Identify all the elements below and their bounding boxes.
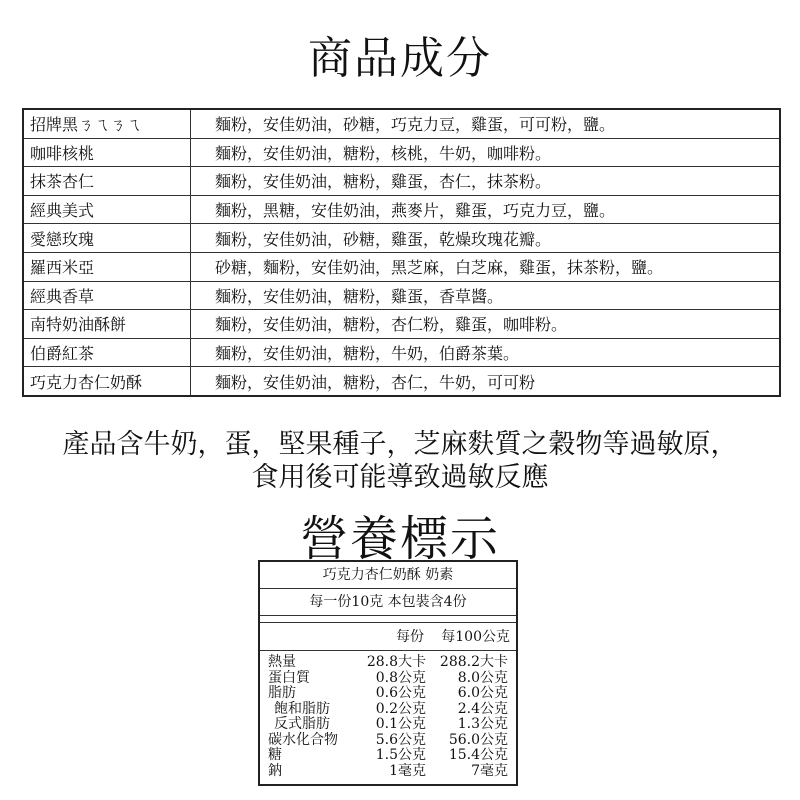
ingredient-product-name: 巧克力杏仁奶酥 [23,367,191,396]
ingredient-row [23,195,780,224]
ingredient-row [23,109,780,138]
nutrient-per-100g: 56.0公克 [448,731,508,748]
ingredient-list: 麵粉，安佳奶油，糖粉，雞蛋，香草醬。 [191,281,781,310]
ingredient-list: 麵粉，安佳奶油，糖粉，杏仁粉，雞蛋，咖啡粉。 [191,310,781,339]
allergen-warning [0,428,800,494]
nutrition-column-header [260,623,516,651]
ingredient-row [23,281,780,310]
ingredients-table [22,108,781,397]
nutrition-product-name: 巧克力杏仁奶酥 奶素 [260,562,516,589]
ingredient-product-name: 招牌黑ㄋㄟㄋㄟ [23,109,191,138]
nutrition-facts-table [258,560,518,786]
page-title: 商品成分 [308,33,492,84]
nutrient-per-serving: 0.8公克 [375,669,426,686]
ingredient-list: 麵粉，黑糖，安佳奶油，燕麥片，雞蛋，巧克力豆，鹽。 [191,195,781,224]
ingredient-row [23,367,780,396]
nutrient-per-100g: 2.4公克 [457,700,508,717]
nutrient-per-serving: 1.5公克 [375,747,426,763]
nutrition-row [260,702,516,718]
ingredient-product-name: 經典香草 [23,281,191,310]
nutrient-name: 脂肪 [268,685,296,701]
nutrition-row [260,655,516,671]
ingredient-row [23,252,780,281]
ingredient-product-name: 咖啡核桃 [23,138,191,167]
ingredient-list: 砂糖，麵粉，安佳奶油，黑芝麻，白芝麻，雞蛋，抹茶粉，鹽。 [191,252,781,281]
nutrient-per-100g: 7毫克 [471,762,508,779]
nutrient-per-100g: 6.0公克 [457,685,508,701]
nutrient-per-serving: 28.8大卡 [366,654,426,670]
ingredient-product-name: 愛戀玫瑰 [23,224,191,253]
nutrient-name: 鈉 [268,762,282,779]
ingredient-product-name: 南特奶油酥餅 [23,310,191,339]
nutrient-per-serving: 1毫克 [389,762,426,779]
ingredient-row [23,310,780,339]
nutrition-row [260,686,516,702]
allergen-warning-line1: 產品含牛奶，蛋，堅果種子，芝麻麩質之穀物等過敏原， [62,429,738,460]
nutrient-name: 糖 [268,747,282,763]
ingredient-list: 麵粉，安佳奶油，砂糖，雞蛋，乾燥玫瑰花瓣。 [191,224,781,253]
ingredient-row [23,138,780,167]
ingredient-list: 麵粉，安佳奶油，糖粉，核桃，牛奶，咖啡粉。 [191,138,781,167]
nutrition-row [260,733,516,749]
nutrient-per-100g: 1.3公克 [457,716,508,732]
ingredient-product-name: 伯爵紅茶 [23,338,191,367]
ingredient-list: 麵粉，安佳奶油，糖粉，雞蛋，杏仁，抹茶粉。 [191,167,781,196]
nutrient-name: 蛋白質 [268,669,310,686]
nutrient-per-serving: 0.2公克 [375,700,426,717]
nutrient-name: 碳水化合物 [268,731,338,748]
nutrient-per-serving: 0.6公克 [375,685,426,701]
nutrition-row [260,748,516,764]
ingredient-row [23,338,780,367]
nutrient-per-serving: 0.1公克 [375,716,426,732]
ingredient-row [23,167,780,196]
nutrition-serving-info: 每一份10克 本包裝含4份 [260,589,516,616]
nutrient-name: 飽和脂肪 [274,700,330,717]
ingredient-row [23,224,780,253]
ingredient-product-name: 抹茶杏仁 [23,167,191,196]
nutrition-rows [260,651,516,779]
nutrition-row [260,671,516,687]
per-100g-header: 每100公克 [441,629,510,645]
nutrition-title: 營養標示 [299,511,500,567]
per-serving-header: 每份 [396,629,424,645]
ingredient-list: 麵粉，安佳奶油，砂糖，巧克力豆，雞蛋，可可粉，鹽。 [191,109,781,138]
nutrient-name: 反式脂肪 [274,716,330,732]
nutrition-row [260,717,516,733]
nutrient-per-100g: 8.0公克 [457,669,508,686]
nutrition-divider [260,616,516,623]
nutrition-row [260,764,516,780]
allergen-warning-line2: 食用後可能導致過敏反應 [251,462,549,493]
nutrient-per-100g: 288.2大卡 [439,654,508,670]
ingredient-list: 麵粉，安佳奶油，糖粉，杏仁，牛奶，可可粉 [191,367,781,396]
ingredient-product-name: 羅西米亞 [23,252,191,281]
nutrient-per-100g: 15.4公克 [448,747,508,763]
nutrient-name: 熱量 [268,654,296,670]
nutrient-per-serving: 5.6公克 [375,731,426,748]
ingredient-product-name: 經典美式 [23,195,191,224]
ingredient-list: 麵粉，安佳奶油，糖粉，牛奶，伯爵茶葉。 [191,338,781,367]
